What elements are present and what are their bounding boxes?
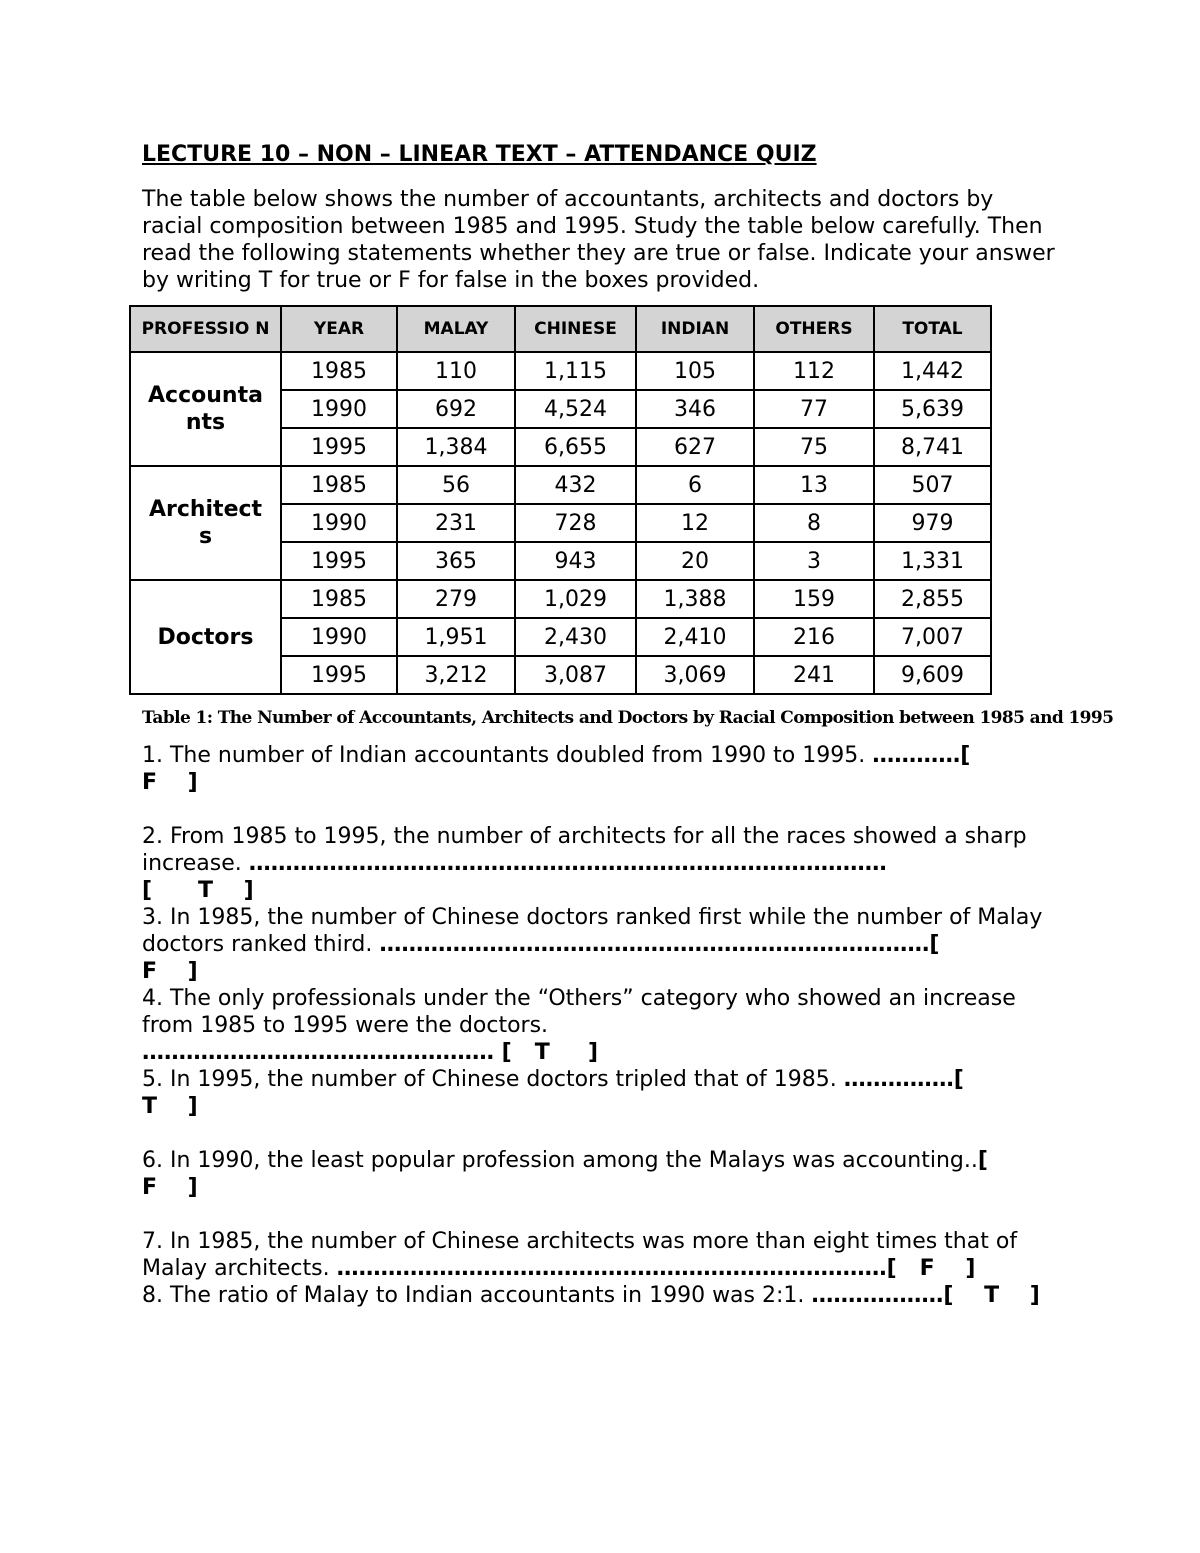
document-page [142,140,1062,294]
answer-dots: [ [977,1148,988,1173]
table-cell: 1,384 [397,428,515,466]
question-4 [142,985,1060,1066]
document-title: LECTURE 10 – NON – LINEAR TEXT – ATTENDANCE QUIZ [142,142,817,167]
table-cell: 13 [754,466,874,504]
table-cell: 2,410 [636,618,754,656]
table-cell: 8,741 [874,428,991,466]
table-cell: 159 [754,580,874,618]
table-cell: 1,331 [874,542,991,580]
profession-cell: Architect s [130,466,281,580]
question-text: 4. The only professionals under the “Others” category who showed an increase from 1985 to 1995 were the doctors. [142,986,1016,1038]
table-row [130,466,991,504]
table-cell: 507 [874,466,991,504]
question-text: 7. In 1985, the number of Chinese architects was more than eight times that of Malay architects. [142,1229,1018,1281]
question-3 [142,904,1060,985]
table-cell: 6,655 [515,428,636,466]
header-profession: PROFESSIO N [130,306,281,352]
table-cell: 1995 [281,656,397,694]
question-text: 5. In 1995, the number of Chinese doctors tripled that of 1985. [142,1067,844,1092]
document-intro: The table below shows the number of accountants, architects and doctors by racial composition between 1985 and 1995. Study the table below carefully. Then read the following statements whether they are true or false. Indicate your answer by writing T for true or F for false in the boxes provided. [142,187,1055,293]
table-cell: 3,212 [397,656,515,694]
table-cell: 627 [636,428,754,466]
header-total: TOTAL [874,306,991,352]
table-cell: 1,115 [515,352,636,390]
table-cell: 216 [754,618,874,656]
question-5 [142,1066,1060,1120]
question-text: 3. In 1985, the number of Chinese doctors ranked first while the number of Malay doctors ranked third. [142,905,1043,957]
question-text: 1. The number of Indian accountants doubled from 1990 to 1995. [142,743,873,768]
question-list [142,742,1060,1309]
table-cell: 12 [636,504,754,542]
table-cell: 1995 [281,428,397,466]
table-caption: Table 1: The Number of Accountants, Architects and Doctors by Racial Composition between 1985 and 1995 [142,708,1114,728]
question-text: 8. The ratio of Malay to Indian accountants in 1990 was 2:1. [142,1283,812,1308]
answer-dots: ………………[ [811,1283,954,1308]
header-year: YEAR [281,306,397,352]
table-cell: 1985 [281,466,397,504]
table-cell: 346 [636,390,754,428]
answer-box: [ T ] [142,878,254,903]
table-cell: 20 [636,542,754,580]
answer-dots: …………………………………………………………………………… [248,851,887,876]
table-cell: 1990 [281,504,397,542]
table-row [130,580,991,618]
table-cell: 3 [754,542,874,580]
profession-cell: Doctors [130,580,281,694]
answer-box: F ] [896,1256,976,1281]
answer-box: [ T ] [494,1040,599,1065]
table-cell: 1985 [281,352,397,390]
table-cell: 1,442 [874,352,991,390]
table-cell: 3,087 [515,656,636,694]
table-cell: 1,029 [515,580,636,618]
table-cell: 1,951 [397,618,515,656]
table-cell: 56 [397,466,515,504]
answer-dots: …………[ [872,743,971,768]
table-cell: 5,639 [874,390,991,428]
header-others: OTHERS [754,306,874,352]
table-cell: 77 [754,390,874,428]
answer-box: F ] [142,1175,198,1200]
table-cell: 7,007 [874,618,991,656]
header-malay: MALAY [397,306,515,352]
table-cell: 231 [397,504,515,542]
question-6 [142,1147,1060,1201]
table-cell: 432 [515,466,636,504]
table-cell: 2,430 [515,618,636,656]
table-cell: 1990 [281,390,397,428]
question-2 [142,823,1060,904]
table-cell: 8 [754,504,874,542]
table-cell: 1990 [281,618,397,656]
table-cell: 9,609 [874,656,991,694]
question-7 [142,1228,1060,1282]
answer-dots: ……………[ [843,1067,964,1092]
question-1 [142,742,1060,796]
table-cell: 943 [515,542,636,580]
table-cell: 692 [397,390,515,428]
question-text: 6. In 1990, the least popular profession among the Malays was accounting.. [142,1148,978,1173]
table-cell: 3,069 [636,656,754,694]
header-indian: INDIAN [636,306,754,352]
table-cell: 1995 [281,542,397,580]
table-cell: 365 [397,542,515,580]
table-row [130,352,991,390]
question-8 [142,1282,1060,1309]
question-text: 2. From 1985 to 1995, the number of architects for all the races showed a sharp increase. [142,824,1027,876]
answer-box: F ] [142,770,198,795]
answer-box: T ] [953,1283,1040,1308]
table-cell: 1985 [281,580,397,618]
table-cell: 728 [515,504,636,542]
header-chinese: CHINESE [515,306,636,352]
table-cell: 6 [636,466,754,504]
table-cell: 112 [754,352,874,390]
table-cell: 4,524 [515,390,636,428]
table-cell: 279 [397,580,515,618]
table-cell: 2,855 [874,580,991,618]
answer-dots: …………………………………………………………………[ [379,932,940,957]
answer-dots: …………………………………………………………………[ [336,1256,897,1281]
table-cell: 105 [636,352,754,390]
table-cell: 241 [754,656,874,694]
profession-table [129,305,992,695]
answer-box: T ] [142,1094,198,1119]
table-cell: 1,388 [636,580,754,618]
profession-cell: Accounta nts [130,352,281,466]
table-cell: 110 [397,352,515,390]
table-cell: 75 [754,428,874,466]
answer-dots: ………………………………………… [142,1040,494,1065]
answer-box: F ] [142,959,198,984]
table-header-row [130,306,991,352]
table-cell: 979 [874,504,991,542]
